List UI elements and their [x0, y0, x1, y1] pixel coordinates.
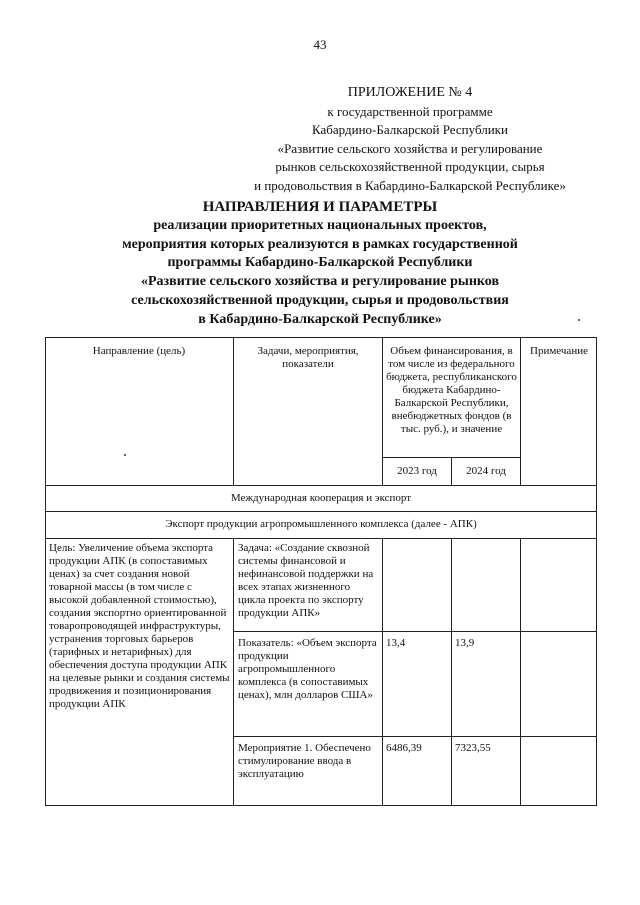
heading-line: мероприятия которых реализуются в рамках государственной [122, 236, 518, 252]
table-row-task: Мероприятие 1. Обеспечено стимулирование ввода в эксплуатацию [238, 742, 371, 780]
row-line [233, 736, 597, 737]
row-line [233, 631, 597, 632]
header-year-2024: 2024 год [466, 465, 506, 477]
col-line [520, 538, 521, 806]
table-border-bottom [45, 805, 597, 806]
goal-text: Цель: Увеличение объема экспорта продукции АПК (в сопоставимых ценах) за счет создания новой товарной массы (в том числе с высокой добавленной стоимостью), создания экспортно ориентированной товаропроводящей инфраструктуры, устранения торговых барьеров (тарифных и нетарифных) для обеспечения доступа продукции АПК на целевые рынки и создания системы продвижения и позиционирования продукции АПК [49, 542, 230, 710]
document-heading [60, 198, 580, 330]
section-title: Международная кооперация и экспорт [230, 492, 412, 504]
col-line [451, 538, 452, 806]
table-row-task: Задача: «Создание сквозной системы финансовой и нефинансовой поддержки на всех этапах жизненного цикла проекта по экспорту продукции АПК» [238, 542, 374, 619]
heading-title: НАПРАВЛЕНИЯ И ПАРАМЕТРЫ [202, 199, 438, 215]
appendix-title: ПРИЛОЖЕНИЕ № 4 [347, 85, 473, 100]
col-line [233, 538, 234, 806]
page-number: 43 [313, 37, 327, 52]
col-line [382, 538, 383, 806]
header-tasks: Задачи, мероприятия, показатели [257, 345, 359, 370]
table-row-value-2023: 6486,39 [386, 742, 422, 754]
col-line [233, 337, 234, 485]
subsection-bottom-line [45, 538, 597, 539]
heading-line: реализации приоритетных национальных проектов, [153, 217, 487, 233]
header-note: Примечание [530, 345, 588, 357]
heading-line: в Кабардино-Балкарской Республике» [198, 311, 442, 327]
heading-line: программы Кабардино-Балкарской Республики [167, 255, 473, 271]
table-row-value-2024: 13,9 [455, 637, 475, 649]
appendix-line: рынков сельскохозяйственной продукции, сырья [275, 159, 545, 175]
table-row-task: Показатель: «Объем экспорта продукции агропромышленного комплекса (в сопоставимых ценах), млн долларов США» [238, 637, 377, 701]
appendix-line: «Развитие сельского хозяйства и регулирование [277, 140, 543, 156]
header-funding: Объем финансирования, в том числе из федерального бюджета, республиканского бюджета Кабардино-Балкарской Республики, внебюджетных фондов (в тыс. руб.), и значение [386, 345, 517, 435]
header-year-2023: 2023 год [397, 465, 437, 477]
directions-table [45, 337, 597, 806]
table-border-left [45, 337, 46, 806]
table-row-value-2023: 13,4 [386, 637, 406, 649]
heading-line: «Развитие сельского хозяйства и регулирование рынков [140, 274, 500, 290]
header-bottom-line [45, 485, 597, 486]
scan-speck [578, 319, 580, 321]
subsection-title: Экспорт продукции агропромышленного комплекса (далее - АПК) [165, 518, 477, 530]
appendix-block [210, 84, 610, 196]
col-line [520, 337, 521, 485]
table-row-value-2024: 7323,55 [455, 742, 491, 754]
table-border-top [45, 337, 597, 338]
heading-line: сельскохозяйственной продукции, сырья и продовольствия [131, 292, 509, 308]
header-direction: Направление (цель) [92, 345, 186, 357]
col-line [382, 337, 383, 485]
section-bottom-line [45, 511, 597, 512]
appendix-line: и продовольствия в Кабардино-Балкарской Республике» [254, 177, 566, 193]
appendix-line: Кабардино-Балкарской Республики [312, 122, 508, 138]
appendix-line: к государственной программе [327, 103, 493, 119]
